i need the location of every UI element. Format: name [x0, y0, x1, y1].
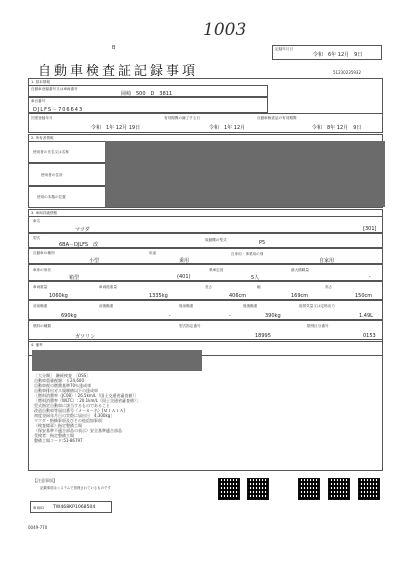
type-no-value: 18995	[255, 333, 271, 339]
vehicle-id-box	[30, 501, 112, 513]
private-value: 自家用	[319, 258, 335, 264]
remark-line: 初度登録年月日の実際に届出日 4,300kg］	[34, 413, 115, 418]
maxload-value: -	[369, 274, 371, 280]
section2-heading: 2. 所有者情報	[31, 136, 54, 140]
qr-code-4	[328, 478, 350, 500]
gross-label: 車両総重量	[99, 285, 117, 289]
reg-label: 自動車登録番号又は車両番号	[31, 87, 78, 91]
remark-line: ［燃料消費率（WLTC）: 20.1km/L（国土交通省審査値）］	[34, 398, 140, 403]
length-label: 長さ	[205, 285, 213, 289]
valid-label: 有効期間の満了する日	[164, 116, 200, 120]
rear-axle-label: 後後軸重	[243, 304, 258, 308]
remark-line: 自動車重量税額：￥24,600	[34, 378, 84, 383]
height-value: 150cm	[355, 293, 373, 299]
chassis-label: 車台番号	[31, 99, 46, 103]
fuel-row	[28, 320, 383, 340]
maker-label: 車名	[33, 219, 41, 223]
remark-line: 自動車排出ガス規制値以下の達成車	[34, 388, 98, 393]
maker-value: マツダ	[75, 227, 90, 233]
fuel-label: 燃料の種類	[33, 324, 51, 328]
handwritten-number: 1003	[203, 20, 247, 40]
dates-row	[28, 113, 383, 133]
remark-line: 自動車税の燃費基準70％達成車	[34, 383, 92, 388]
form-code: 0049-770	[28, 525, 48, 530]
remark-line: （保安基準不適合部品の表示）安全基準適合部品	[34, 428, 122, 433]
cat-no-value: 0153	[363, 333, 376, 339]
base-label: 使用の本拠の位置	[37, 195, 66, 199]
class-row	[28, 248, 383, 264]
length-value: 406cm	[229, 293, 247, 299]
remark-line: （検査標章）指定整備工場	[34, 423, 82, 428]
chassis-value: DJLFS－706643	[33, 107, 84, 113]
small-mark: B	[112, 45, 116, 51]
private-label: 自家用・事業用の別	[231, 252, 264, 256]
issue-date-box	[272, 45, 382, 60]
vehicle-id-value: TW468KP1068504	[53, 505, 96, 510]
model-row	[28, 233, 383, 248]
cat-no-label: 類別区分番号	[307, 324, 329, 328]
type-no-label: 型式指定番号	[179, 324, 201, 328]
use-label: 用途	[149, 251, 157, 255]
vehicle-id-label: 車両ID	[33, 506, 45, 510]
section4-heading: 4. 備考	[31, 343, 43, 347]
front-axle-value: 690kg	[61, 313, 77, 319]
body-code: (401)	[177, 274, 191, 280]
rear-front-value: -	[229, 313, 231, 319]
use-value: 乗用	[179, 258, 190, 264]
note-heading: 【注意事項】	[33, 478, 57, 483]
remarks-list	[34, 373, 294, 443]
expiry-value: 令和 8年 12月 9日	[312, 125, 362, 131]
front-axle-label: 前前軸重	[33, 304, 48, 308]
user-name-label: 使用者の氏名又は名称	[33, 150, 69, 154]
maker-row	[28, 216, 383, 233]
note-text: 記載事項はシステムで管理されているものです	[40, 486, 111, 490]
capacity-value: 5人	[251, 275, 260, 281]
qr-code-2	[247, 478, 269, 500]
disp-label: 総排気量又は定格出力	[299, 304, 335, 308]
qr-code-1	[218, 478, 240, 500]
user-addr-label: 使用者の住所	[41, 173, 63, 177]
body-row	[28, 264, 383, 281]
first-reg-label: 初度登録年月	[31, 116, 53, 120]
reg-number-row	[28, 85, 268, 97]
redaction-remarks	[32, 350, 202, 371]
engine-label: 原動機の型式	[205, 238, 227, 242]
document-number: 51230235932	[333, 70, 361, 75]
qr-code-3	[298, 478, 320, 500]
page-title: 自動車検査証記録事項	[38, 64, 199, 79]
rear-axle-value: 390kg	[265, 313, 281, 319]
body-value: 箱型	[69, 275, 80, 281]
remark-line: ［大分類］ 継続検査 ［OSS］	[34, 373, 91, 378]
disp-value: 1.49L	[359, 313, 373, 319]
class-label: 自動車の種別	[33, 251, 55, 255]
width-value: 169cm	[291, 293, 309, 299]
class-value: 小型	[89, 258, 100, 264]
remark-line: 改造自動車等届出番号（メーカー名）[ＭＩＡ１Ａ]	[34, 408, 126, 413]
width-label: 幅	[257, 285, 261, 289]
section1-heading: 1. 基本情報	[31, 80, 50, 84]
expiry-label: 自動車検査証の有効期間	[257, 116, 297, 120]
engine-value: P5	[259, 240, 266, 246]
section3-heading: 3. 車両詳細情報	[31, 211, 58, 215]
chassis-row	[28, 97, 268, 113]
capacity-label: 乗車定員	[209, 268, 224, 272]
weight-value: 1060kg	[49, 293, 68, 299]
remark-line: 受検者：指定整備工場	[34, 433, 74, 438]
mid-axle-label: 前後軸重	[99, 304, 114, 308]
first-reg-value: 令和 1年 12月 19日	[91, 125, 141, 131]
issue-date: 令和 6年 12月 9日	[313, 52, 363, 58]
model-value: 6BA－DJLFS 改	[59, 242, 99, 248]
remark-line: 型式指定自動車に該当するものであること	[34, 403, 110, 408]
redaction-owner	[105, 141, 385, 207]
gross-value: 1335kg	[149, 293, 168, 299]
body-label: 車体の形状	[33, 268, 51, 272]
maxload-label: 最大積載量	[291, 268, 309, 272]
remark-line: マツダ・指摘事項及びその他追加事項：	[34, 418, 106, 423]
maker-code: [301]	[363, 226, 377, 232]
qr-code-5	[358, 478, 380, 500]
axle-row	[28, 300, 383, 320]
fuel-value: ガソリン	[75, 334, 96, 340]
rear-front-label: 後前軸重	[179, 304, 194, 308]
valid-value: 令和 1年 12月	[209, 125, 246, 131]
model-label: 型式	[33, 236, 41, 240]
height-label: 高さ	[325, 285, 333, 289]
remark-line: 整備工場コード:51-86797	[34, 438, 83, 443]
weight-row	[28, 281, 383, 300]
remark-line: ［燃料消費率（JC08）: 26.5km/L（国土交通省審査値）］	[34, 393, 139, 398]
issue-date-label: 記録年月日	[275, 47, 293, 51]
mid-axle-value: -	[169, 313, 171, 319]
weight-label: 車両重量	[33, 285, 48, 289]
reg-value: 岡崎 500 D 3811	[121, 91, 173, 97]
